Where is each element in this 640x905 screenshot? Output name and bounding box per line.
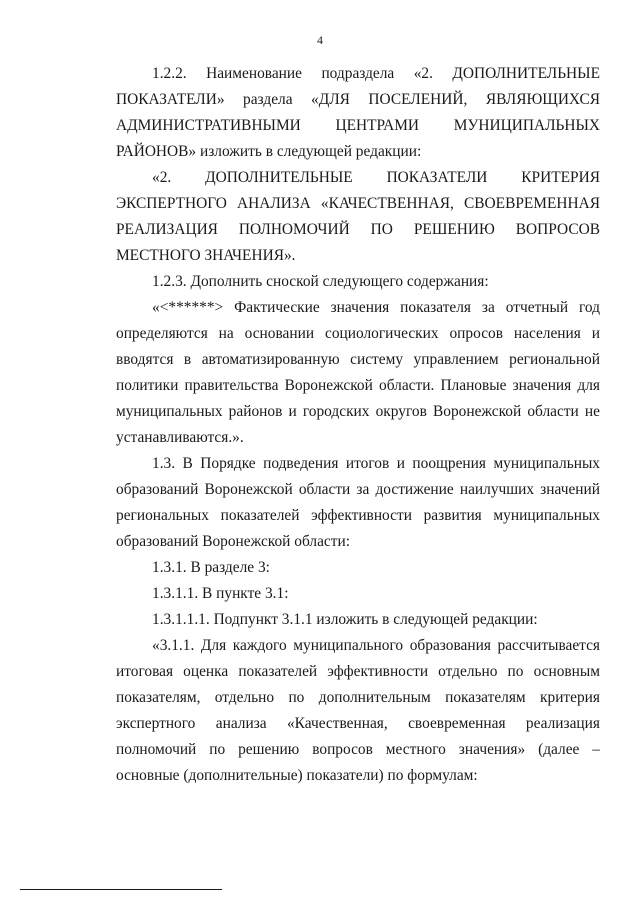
- paragraph-1-3-1-1-1: 1.3.1.1.1. Подпункт 3.1.1 изложить в следующей редакции:: [152, 611, 538, 628]
- text-run: РЕШЕНИЮ: [413, 221, 495, 238]
- text-run: ДОПОЛНИТЕЛЬНЫЕ: [205, 169, 353, 186]
- paragraph-3-1-1: «3.1.1. Для каждого муниципального образования рассчитывается итоговая оценка показателей эффективности отдельно по основным показателям, отдельно по дополнительным показателям критерия экспертного анализа «Качественная, своевременная реализация полномочий по решению вопросов местного значения» (далее – основные (дополнительные) показатели) по формулам:: [116, 637, 600, 784]
- text-run: ДОПОЛНИТЕЛЬНЫЕ: [452, 65, 600, 82]
- paragraph-section-title: [116, 165, 600, 269]
- text-run: ЦЕНТРАМИ: [335, 117, 420, 134]
- text-run: ПОКАЗАТЕЛИ»: [116, 91, 225, 108]
- text-run: «ДЛЯ: [311, 91, 350, 108]
- line: [116, 217, 600, 243]
- line: [116, 113, 600, 139]
- paragraph-footnote: «<******> Фактические значения показателя за отчетный год определяются на основании социологических опросов населения и вводятся в автоматизированную систему управлением региональной политики правительства Воронежской области. Плановые значения для муниципальных районов и городских округов Воронежской области не устанавливаются.».: [116, 299, 600, 446]
- text-run: «2.: [413, 65, 433, 82]
- document-body: [116, 61, 600, 789]
- line: [116, 61, 600, 87]
- text-run: 1.2.2.: [152, 65, 187, 82]
- page-number: 4: [317, 33, 323, 47]
- paragraph-1-2-3: 1.2.3. Дополнить сноской следующего содержания:: [152, 273, 489, 290]
- text-run: раздела: [243, 91, 293, 108]
- text-run: КРИТЕРИЯ: [521, 169, 600, 186]
- text-run: подраздела: [321, 65, 395, 82]
- text-run: «КАЧЕСТВЕННАЯ,: [320, 195, 454, 212]
- line: [116, 191, 600, 217]
- paragraph-1-3: 1.3. В Порядке подведения итогов и поощрения муниципальных образований Воронежской области за достижение наилучших значений региональных показателей эффективности развития муниципальных образований Воронежской области:: [116, 455, 600, 550]
- text-run: Наименование: [206, 65, 302, 82]
- line: [116, 87, 600, 113]
- text-run: МУНИЦИПАЛЬНЫХ: [453, 117, 600, 134]
- text-run: ЯВЛЯЮЩИХСЯ: [485, 91, 600, 108]
- text-run: АНАЛИЗА: [237, 195, 311, 212]
- text-run: «2.: [152, 169, 172, 186]
- line: РАЙОНОВ» изложить в следующей редакции:: [116, 143, 422, 160]
- text-run: ПОЛНОМОЧИЙ: [238, 221, 350, 238]
- paragraph-1-3-1-1: 1.3.1.1. В пункте 3.1:: [152, 585, 289, 602]
- text-run: РЕАЛИЗАЦИЯ: [116, 221, 218, 238]
- text-run: ВОПРОСОВ: [515, 221, 600, 238]
- text-run: СВОЕВРЕМЕННАЯ: [464, 195, 600, 212]
- footnote-separator-line: [20, 889, 222, 890]
- paragraph-1-3-1: 1.3.1. В разделе 3:: [152, 559, 270, 576]
- text-run: ЭКСПЕРТНОГО: [116, 195, 227, 212]
- text-run: ПОСЕЛЕНИЙ,: [368, 91, 468, 108]
- text-run: ПОКАЗАТЕЛИ: [386, 169, 488, 186]
- line: МЕСТНОГО ЗНАЧЕНИЯ».: [116, 247, 296, 264]
- text-run: АДМИНИСТРАТИВНЫМИ: [116, 117, 301, 134]
- paragraph-1-2-2: [116, 61, 600, 165]
- text-run: ПО: [370, 221, 393, 238]
- line: [116, 165, 600, 191]
